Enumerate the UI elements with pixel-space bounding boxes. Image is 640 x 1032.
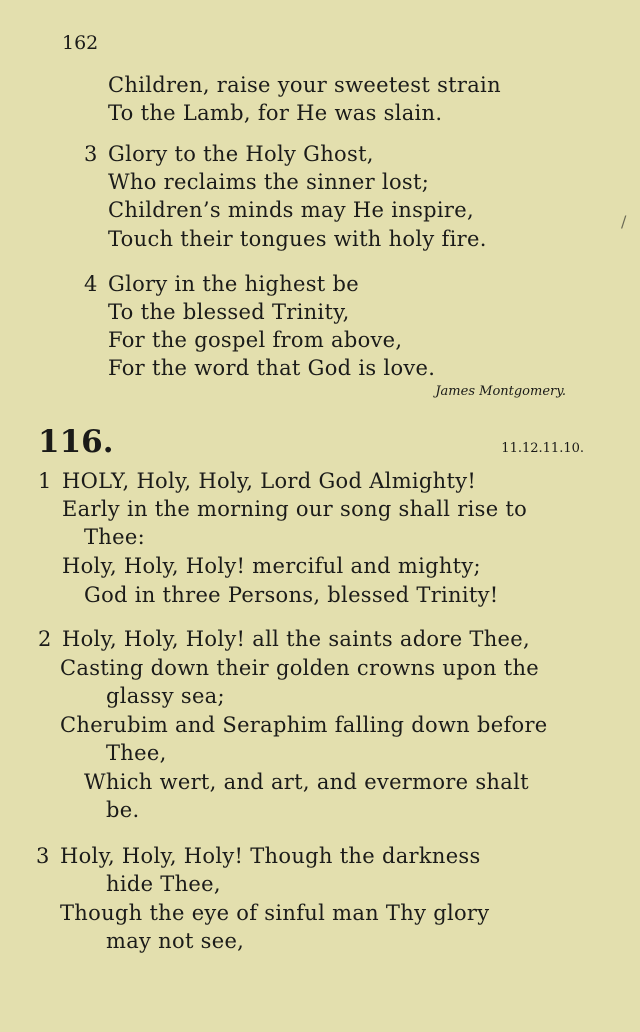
margin-mark: / <box>621 212 627 231</box>
verse-line: Holy, Holy, Holy! Though the darkness <box>60 844 481 868</box>
verse-line: Thee, <box>106 741 167 765</box>
verse-line: Though the eye of sinful man Thy glory <box>60 901 490 925</box>
author-attribution: James Montgomery. <box>435 384 566 399</box>
verse-line: may not see, <box>106 929 245 953</box>
verse-line: Children, raise your sweetest strain <box>108 73 501 97</box>
verse-line: be. <box>106 798 140 822</box>
verse-line: For the gospel from above, <box>108 328 403 352</box>
verse-line: Thee: <box>84 525 145 549</box>
verse-line: To the blessed Trinity, <box>108 300 350 324</box>
verse-number: 1 <box>38 469 52 493</box>
verse-line: God in three Persons, blessed Trinity! <box>84 583 499 607</box>
verse-line: Touch their tongues with holy fire. <box>108 227 487 251</box>
verse-line: Cherubim and Seraphim falling down before <box>60 713 548 737</box>
verse-line: Glory in the highest be <box>108 272 359 296</box>
hymn-meter: 11.12.11.10. <box>501 441 584 456</box>
verse-line: Who reclaims the sinner lost; <box>108 170 430 194</box>
verse-line: To the Lamb, for He was slain. <box>108 101 443 125</box>
page-number: 162 <box>62 32 99 54</box>
verse-number: 3 <box>36 844 50 868</box>
verse-number: 4 <box>84 272 98 296</box>
verse-line: hide Thee, <box>106 872 221 896</box>
verse-line: HOLY, Holy, Holy, Lord God Almighty! <box>62 469 477 493</box>
verse-line: Glory to the Holy Ghost, <box>108 142 374 166</box>
verse-number: 2 <box>38 627 52 651</box>
hymn-number: 116. <box>38 424 114 460</box>
verse-line: Children’s minds may He inspire, <box>108 198 474 222</box>
verse-line: Casting down their golden crowns upon the <box>60 656 540 680</box>
verse-line: Early in the morning our song shall rise to <box>62 497 528 521</box>
verse-line: glassy sea; <box>106 684 225 708</box>
verse-line: Holy, Holy, Holy! all the saints adore Thee, <box>62 627 530 651</box>
verse-line: Which wert, and art, and evermore shalt <box>84 770 529 794</box>
verse-line: For the word that God is love. <box>108 356 436 380</box>
verse-line: Holy, Holy, Holy! merciful and mighty; <box>62 554 481 578</box>
verse-number: 3 <box>84 142 98 166</box>
